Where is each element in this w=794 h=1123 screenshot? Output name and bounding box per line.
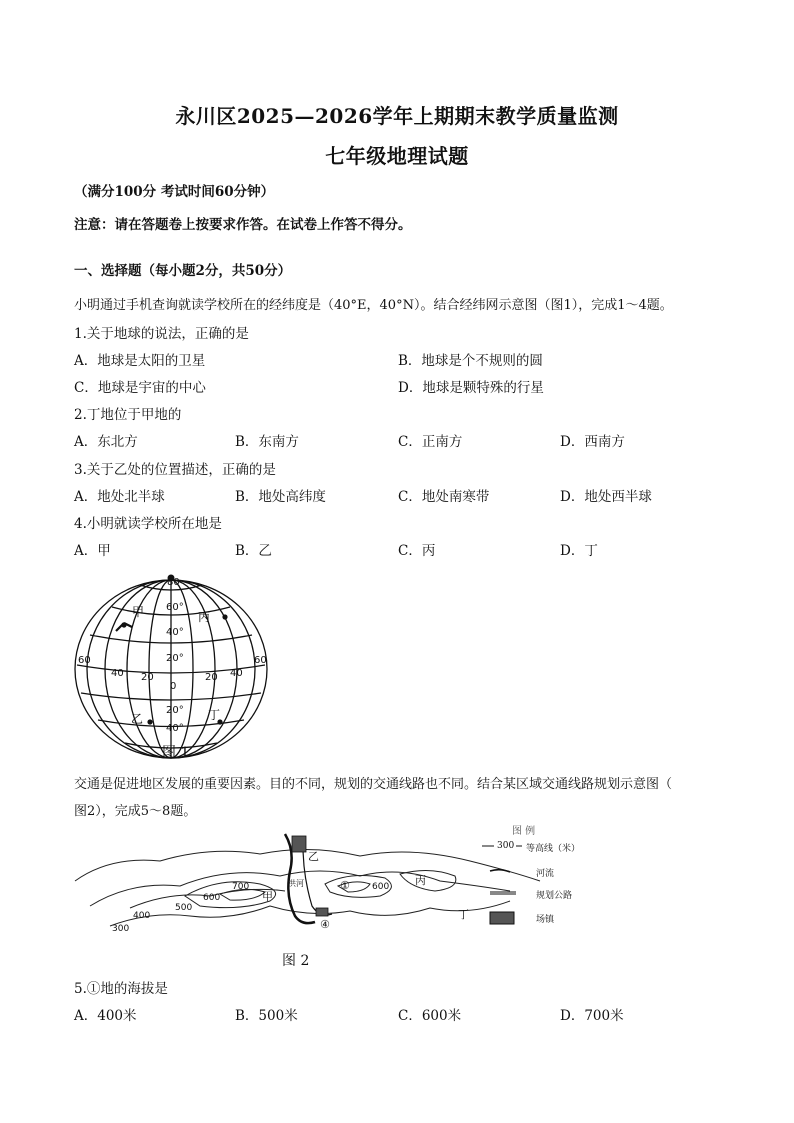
- question-stem: 4.小明就读学校所在地是: [74, 516, 222, 532]
- option-b[interactable]: B．地球是个不规则的圆: [398, 353, 543, 369]
- lat-label: 80: [167, 577, 180, 588]
- question-stem: 3.关于乙处的位置描述，正确的是: [74, 462, 276, 478]
- option-c[interactable]: C．地处南寒带: [398, 489, 490, 505]
- lon-label: 60: [78, 655, 91, 666]
- option-c[interactable]: C．丙: [398, 543, 436, 559]
- point-ding-label: 丁: [208, 708, 221, 722]
- legend-contour-value: 300: [497, 841, 515, 851]
- option-d[interactable]: D．地球是颗特殊的行星: [398, 380, 544, 396]
- point-jia-label: 甲: [132, 605, 145, 619]
- option-c[interactable]: C．正南方: [398, 434, 463, 450]
- contour-label: 300: [112, 924, 130, 934]
- town-legend-symbol: [490, 912, 514, 924]
- point-yi-label: 乙: [131, 712, 144, 726]
- contour-label: 500: [175, 903, 193, 913]
- exam-notice: 注意：请在答题卷上按要求作答。在试卷上作答不得分。: [74, 217, 412, 233]
- legend-title: 图 例: [512, 826, 536, 837]
- question-stem: 1.关于地球的说法，正确的是: [74, 326, 249, 342]
- legend-river-label: 河流: [536, 869, 555, 879]
- option-a[interactable]: A．400米: [74, 1008, 137, 1024]
- lon-label: 20: [205, 672, 218, 683]
- figure2-caption: 图 2: [282, 953, 310, 969]
- contour-label: 600: [372, 882, 390, 892]
- section-intro: 小明通过手机查询就读学校所在的经纬度是（40°E，40°N）。结合经纬网示意图（图1），完成1～4题。: [74, 298, 673, 313]
- contour-label: 700: [232, 882, 250, 892]
- exam-title: 永川区2025—2026学年上期期末教学质量监测: [175, 104, 619, 128]
- place-label: ④: [320, 918, 330, 931]
- place-label: 丁: [458, 908, 469, 921]
- point-bing-label: 丙: [198, 610, 211, 624]
- legend-road-label: 规划公路: [536, 891, 573, 901]
- option-a[interactable]: A．东北方: [74, 434, 138, 450]
- option-a[interactable]: A．地球是太阳的卫星: [74, 353, 206, 369]
- option-d[interactable]: D．地处西半球: [560, 489, 652, 505]
- section-heading: 一、选择题（每小题2分，共50分）: [74, 263, 292, 279]
- lon-label: 40: [111, 668, 124, 679]
- legend-contour-label: 等高线（米）: [526, 844, 581, 854]
- lon-label: 40: [230, 668, 243, 679]
- exam-info: （满分100分 考试时间60分钟）: [74, 184, 275, 200]
- lat-label: 20°: [166, 705, 184, 716]
- lat-label: 20°: [166, 653, 184, 664]
- option-b[interactable]: B．500米: [235, 1008, 298, 1024]
- place-label: ①: [340, 879, 350, 892]
- question-stem: 2.丁地位于甲地的: [74, 407, 182, 423]
- question-stem: 5.①地的海拔是: [74, 981, 168, 997]
- lat-label: 40°: [166, 723, 184, 734]
- exam-subtitle: 七年级地理试题: [325, 144, 469, 168]
- option-b[interactable]: B．地处高纬度: [235, 489, 326, 505]
- figure1-caption: 图 1: [162, 745, 190, 761]
- lat-label: 60°: [166, 602, 184, 613]
- place-label: 甲: [262, 890, 273, 903]
- option-d[interactable]: D．丁: [560, 543, 598, 559]
- option-c[interactable]: C．地球是宇宙的中心: [74, 380, 206, 396]
- option-c[interactable]: C．600米: [398, 1008, 462, 1024]
- option-a[interactable]: A．地处北半球: [74, 489, 165, 505]
- option-b[interactable]: B．乙: [235, 543, 272, 559]
- figure1-globe: [70, 565, 280, 760]
- option-d[interactable]: D．700米: [560, 1008, 624, 1024]
- option-d[interactable]: D．西南方: [560, 434, 625, 450]
- contour-label: 600: [203, 893, 221, 903]
- section2-intro-line2: 图2），完成5～8题。: [74, 804, 197, 819]
- option-b[interactable]: B．东南方: [235, 434, 299, 450]
- river-label: 洪河: [288, 879, 304, 888]
- section2-intro-line1: 交通是促进地区发展的重要因素。目的不同，规划的交通线路也不同。结合某区域交通线路规划示意图（: [74, 777, 673, 792]
- town-symbol: [292, 836, 306, 852]
- figure2-legend: [497, 822, 632, 932]
- town-symbol: [316, 908, 328, 916]
- place-label: 乙: [308, 850, 319, 863]
- contour-label: 400: [133, 911, 151, 921]
- lat-label: 40°: [166, 627, 184, 638]
- legend-town-label: 场镇: [536, 915, 555, 925]
- lon-label: 20: [141, 672, 154, 683]
- river-symbol: [490, 870, 510, 872]
- lon-label: 60: [254, 655, 267, 666]
- option-a[interactable]: A．甲: [74, 543, 111, 559]
- lat-label: 0: [170, 681, 177, 692]
- place-label: 丙: [415, 874, 426, 887]
